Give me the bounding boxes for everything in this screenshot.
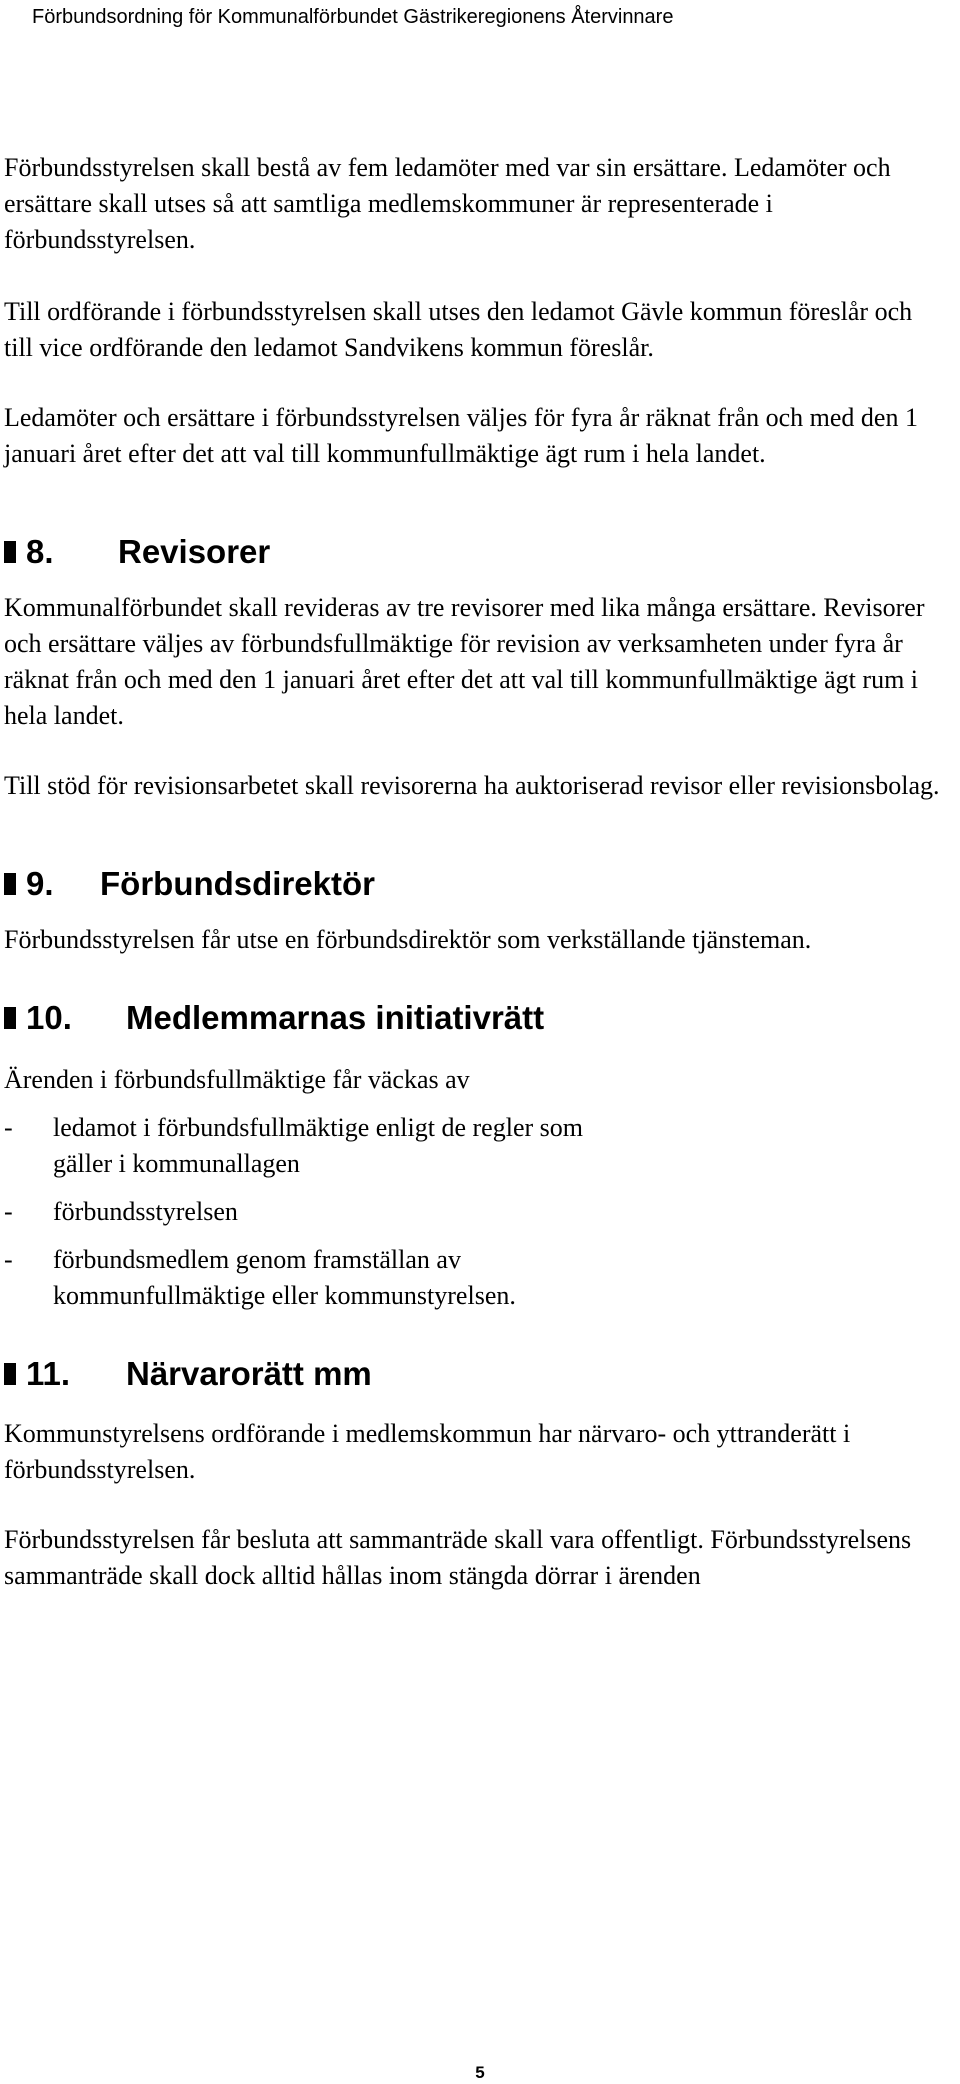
running-header: Förbundsordning för Kommunalförbundet Gästrikeregionens Återvinnare <box>32 6 674 28</box>
section-number: 11. <box>26 1355 71 1392</box>
section-marker-icon <box>4 1363 16 1385</box>
intro-paragraph-2: Till ordförande i förbundsstyrelsen skall utses den ledamot Gävle kommun föreslår och till vice ordförande den ledamot Sandvikens kommun föreslår. <box>4 297 913 362</box>
list-item-text: förbundsmedlem genom framställan av kommunfullmäktige eller kommunstyrelsen. <box>53 1245 516 1310</box>
intro-paragraph-1: Förbundsstyrelsen skall bestå av fem ledamöter med var sin ersättare. Ledamöter och ersättare skall utses så att samtliga medlemskommuner är representerade i förbundsstyrelsen. <box>4 153 891 254</box>
section-title: Förbundsdirektör <box>100 865 376 902</box>
list-item <box>4 1110 944 1182</box>
section-marker-icon <box>4 1007 16 1029</box>
section-heading-10 <box>4 998 944 1038</box>
section-title: Revisorer <box>118 533 271 570</box>
list-dash: - <box>4 1197 13 1226</box>
intro-paragraph-3: Ledamöter och ersättare i förbundsstyrelsen väljes för fyra år räknat från och med den 1 januari året efter det att val till kommunfullmäktige ägt rum i hela landet. <box>4 403 918 468</box>
initiative-list <box>4 1110 944 1314</box>
section-11-paragraph-2: Förbundsstyrelsen får besluta att sammanträde skall vara offentligt. Förbundsstyrelsens sammanträde skall dock alltid hållas inom stängda dörrar i ärenden <box>4 1525 912 1590</box>
section-number: 9. <box>26 865 54 902</box>
section-heading-9 <box>4 864 944 904</box>
list-item-text: förbundsstyrelsen <box>53 1197 238 1226</box>
list-item <box>4 1242 944 1314</box>
section-marker-icon <box>4 873 16 895</box>
page-number: 5 <box>475 2063 485 2082</box>
section-title: Medlemmarnas initiativrätt <box>126 999 545 1036</box>
section-9-paragraph-1: Förbundsstyrelsen får utse en förbundsdirektör som verkställande tjänsteman. <box>4 925 812 954</box>
document-body <box>4 150 944 1594</box>
section-8-paragraph-2: Till stöd för revisionsarbetet skall revisorerna ha auktoriserad revisor eller revisionsbolag. <box>4 771 940 800</box>
list-item-text: ledamot i förbundsfullmäktige enligt de regler som gäller i kommunallagen <box>53 1113 583 1178</box>
section-number: 8. <box>26 533 54 570</box>
list-item <box>4 1194 944 1230</box>
section-title: Närvarorätt mm <box>126 1355 372 1392</box>
section-number: 10. <box>26 999 72 1036</box>
section-11-paragraph-1: Kommunstyrelsens ordförande i medlemskommun har närvaro- och yttranderätt i förbundsstyrelsen. <box>4 1419 851 1484</box>
section-marker-icon <box>4 541 16 563</box>
section-heading-11 <box>4 1354 944 1394</box>
section-10-intro: Ärenden i förbundsfullmäktige får väckas av <box>4 1065 470 1094</box>
list-dash: - <box>4 1113 13 1142</box>
section-8-paragraph-1: Kommunalförbundet skall revideras av tre revisorer med lika många ersättare. Revisorer och ersättare väljes av förbundsfullmäktige för revision av verksamheten under fyra år räknat från och med den 1 januari året efter det att val till kommunfullmäktige ägt rum i hela landet. <box>4 593 925 730</box>
list-dash: - <box>4 1245 13 1274</box>
section-heading-8 <box>4 532 944 572</box>
